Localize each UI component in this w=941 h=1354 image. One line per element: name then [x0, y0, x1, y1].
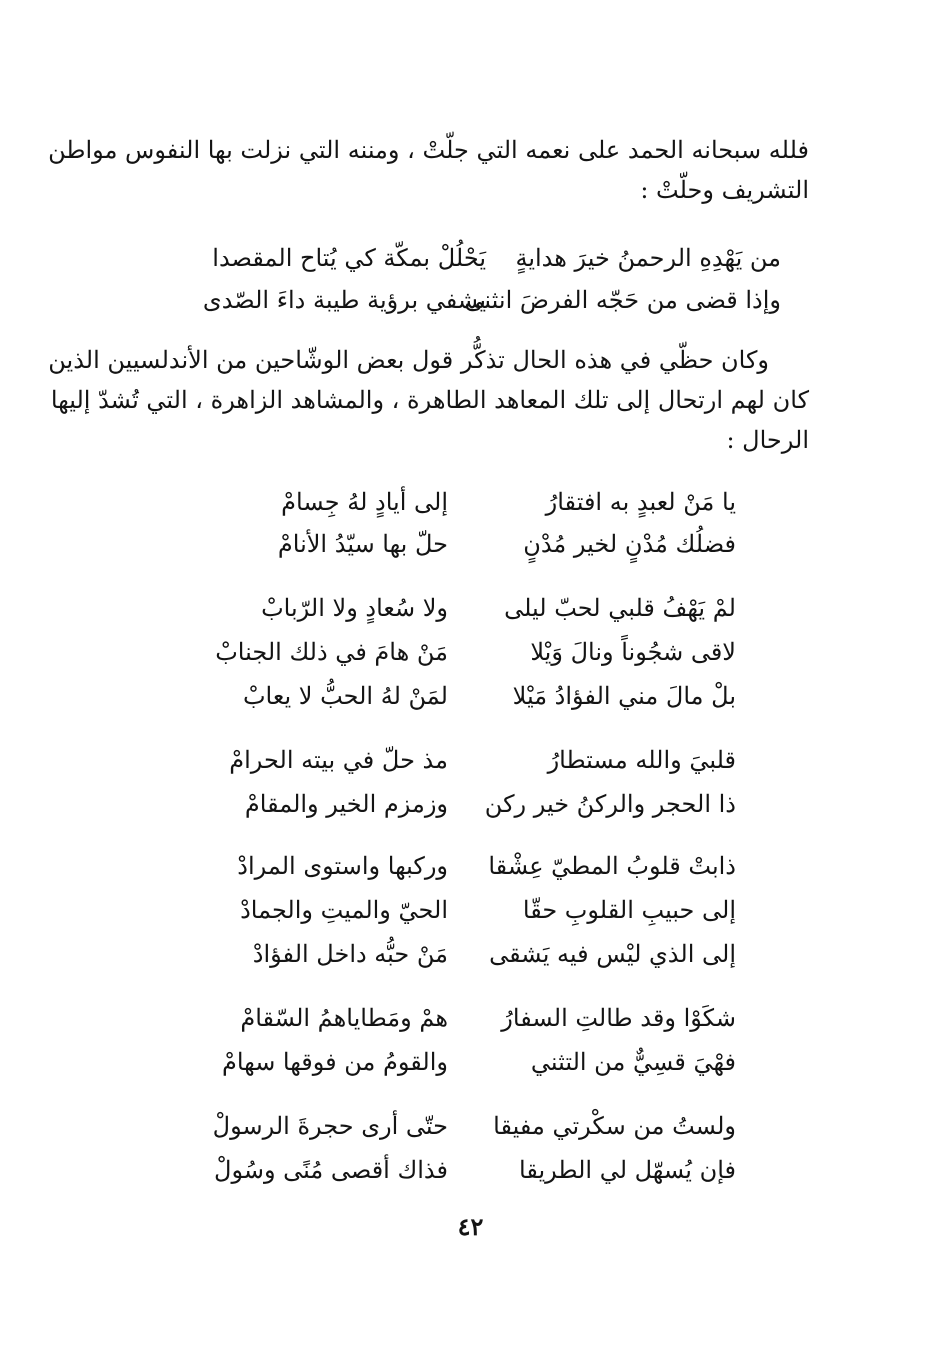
poem-line [0, 890, 941, 930]
second-hemistich: همْ ومَطاياهمُ السّقامْ [240, 1004, 448, 1032]
poem-line [0, 280, 941, 320]
second-hemistich: يشفي برؤية طيبة داءَ الصّدى [202, 286, 486, 314]
second-hemistich: يَحْلُلْ بمكّة كي يُتاح المقصدا [212, 244, 486, 272]
second-hemistich: حتّى أرى حجرةَ الرسولْ [212, 1112, 448, 1140]
text-line: وكان حظّي في هذه الحال تذكُّر قول بعض الوشّاحين من الأندلسيين الذين [48, 346, 769, 374]
poem-line [0, 238, 941, 278]
first-hemistich: فضلُك مُدْنٍ لخير مُدْنٍ [523, 530, 736, 558]
poem-line [0, 784, 941, 824]
poem-line [0, 1150, 941, 1190]
first-hemistich: إلى الذي ليْس فيه يَشقى [489, 940, 736, 968]
first-hemistich: ذا الحجر والركنُ خير ركن [484, 790, 736, 818]
second-hemistich: والقومُ من فوقها سهامْ [221, 1048, 448, 1076]
page-number: ٤٢ [457, 1212, 484, 1241]
poem-line [0, 588, 941, 628]
first-hemistich: بلْ مالَ مني الفؤادُ مَيْلا [512, 682, 736, 710]
first-hemistich: قلبيَ والله مستطارُ [547, 746, 736, 774]
second-hemistich: حلّ بها سيّدُ الأنامْ [277, 530, 448, 558]
second-hemistich: مَنْ حبُّه داخل الفؤادْ [252, 940, 448, 968]
first-hemistich: من يَهْدِهِ الرحمنُ خيرَ هدايةٍ [515, 244, 781, 272]
text-line: الرحال : [726, 426, 809, 454]
poem-line [0, 740, 941, 780]
second-hemistich: إلى أيادٍ لهُ جِسامْ [281, 488, 448, 516]
first-hemistich: شكَوْا وقد طالتِ السفارُ [501, 1004, 736, 1032]
text-line: فلله سبحانه الحمد على نعمه التي جلّتْ ، ومننه التي نزلت بها النفوس مواطن [48, 136, 809, 164]
poem-line [0, 846, 941, 886]
first-hemistich: لاقى شجُوناً ونالَ وَيْلا [530, 638, 736, 666]
poem-line [0, 482, 941, 522]
first-hemistich: إلى حبيبِ القلوبِ حقّا [522, 896, 736, 924]
second-hemistich: لمَنْ لهُ الحبُّ لا يعابْ [242, 682, 448, 710]
text-line: التشريف وحلّتْ : [640, 176, 809, 204]
poem-line [0, 524, 941, 564]
second-hemistich: وركبها واستوى المرادْ [237, 852, 448, 880]
first-hemistich: ذابتْ قلوبُ المطيّ عِشْقا [488, 852, 736, 880]
first-hemistich: وإذا قضى من حَجّه الفرضَ انثنى [464, 286, 781, 314]
first-hemistich: فإن يُسهّل لي الطريقا [519, 1156, 736, 1184]
poem-line [0, 1042, 941, 1082]
poem-line [0, 676, 941, 716]
intro-paragraph [48, 130, 809, 210]
poem-line [0, 998, 941, 1038]
poem-line [0, 934, 941, 974]
poem-line [0, 632, 941, 672]
text-line: كان لهم ارتحال إلى تلك المعاهد الطاهرة ، والمشاهد الزاهرة ، التي تُشدّ إليها [50, 386, 809, 414]
first-hemistich: يا مَنْ لعبدٍ به افتقارُ [545, 488, 736, 516]
narrative-paragraph [48, 340, 809, 460]
first-hemistich: لمْ يَهْفُ قلبي لحبّ ليلى [504, 594, 736, 622]
second-hemistich: مَنْ هامَ في ذلك الجنابْ [215, 638, 448, 666]
first-hemistich: فهْيَ قسِيٌّ من التثني [530, 1048, 736, 1076]
second-hemistich: ولا سُعادٍ ولا الرّبابْ [261, 594, 448, 622]
second-hemistich: مذ حلّ في بيته الحرامْ [229, 746, 448, 774]
second-hemistich: وزمزم الخير والمقامْ [244, 790, 448, 818]
first-hemistich: ولستُ من سكْرتي مفيقا [493, 1112, 736, 1140]
poem-line [0, 1106, 941, 1146]
second-hemistich: فذاك أقصى مُنًى وسُولْ [214, 1156, 448, 1184]
second-hemistich: الحيّ والميتِ والجمادْ [240, 896, 448, 924]
